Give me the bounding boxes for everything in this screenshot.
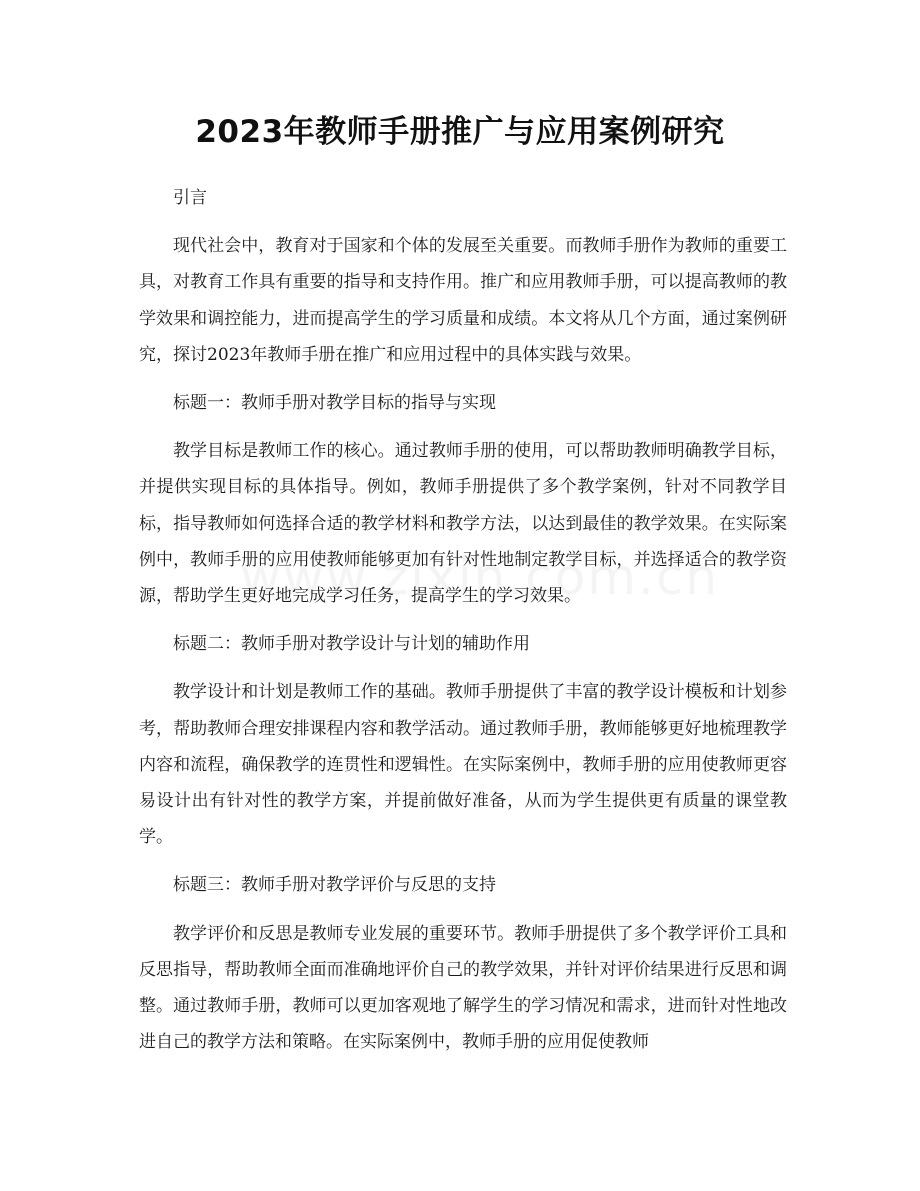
paragraph: 现代社会中，教育对于国家和个体的发展至关重要。而教师手册作为教师的重要工具，对教育工作具有重要的指导和支持作用。推广和应用教师手册，可以提高教师的教学效果和调控能力，进而提高学生的学习质量和成绩。本文将从几个方面，通过案例研究，探讨2023年教师手册在推广和应用过程中的具体实践与效果。 [139,236,787,365]
paragraph: 教学目标是教师工作的核心。通过教师手册的使用，可以帮助教师明确教学目标，并提供实现目标的具体指导。例如，教师手册提供了多个教学案例，针对不同教学目标，指导教师如何选择合适的教学材料和教学方法，以达到最佳的教学效果。在实际案例中，教师手册的应用使教师能够更加有针对性地制定教学目标，并选择适合的教学资源，帮助学生更好地完成学习任务，提高学生的学习效果。 [139,441,787,607]
paragraph: 教学设计和计划是教师工作的基础。教师手册提供了丰富的教学设计模板和计划参考，帮助教师合理安排课程内容和教学活动。通过教师手册，教师能够更好地梳理教学内容和流程，确保教学的连贯性和逻辑性。在实际案例中，教师手册的应用使教师更容易设计出有针对性的教学方案，并提前做好准备，从而为学生提供更有质量的课堂教学。 [139,682,787,848]
document-body [139,180,787,1072]
section-heading-3: 标题三：教师手册对教学评价与反思的支持 [173,875,496,896]
section-heading-intro: 引言 [173,188,207,208]
section-heading-1: 标题一：教师手册对教学目标的指导与实现 [173,393,496,414]
document-title: 2023年教师手册推广与应用案例研究 [195,114,725,150]
section-heading-2: 标题二：教师手册对教学设计与计划的辅助作用 [173,634,530,655]
paragraph: 教学评价和反思是教师专业发展的重要环节。教师手册提供了多个教学评价工具和反思指导，帮助教师全面而准确地评价自己的教学效果，并针对评价结果进行反思和调整。通过教师手册，教师可以更加客观地了解学生的学习情况和需求，进而针对性地改进自己的教学方法和策略。在实际案例中，教师手册的应用促使教师 [139,923,787,1053]
